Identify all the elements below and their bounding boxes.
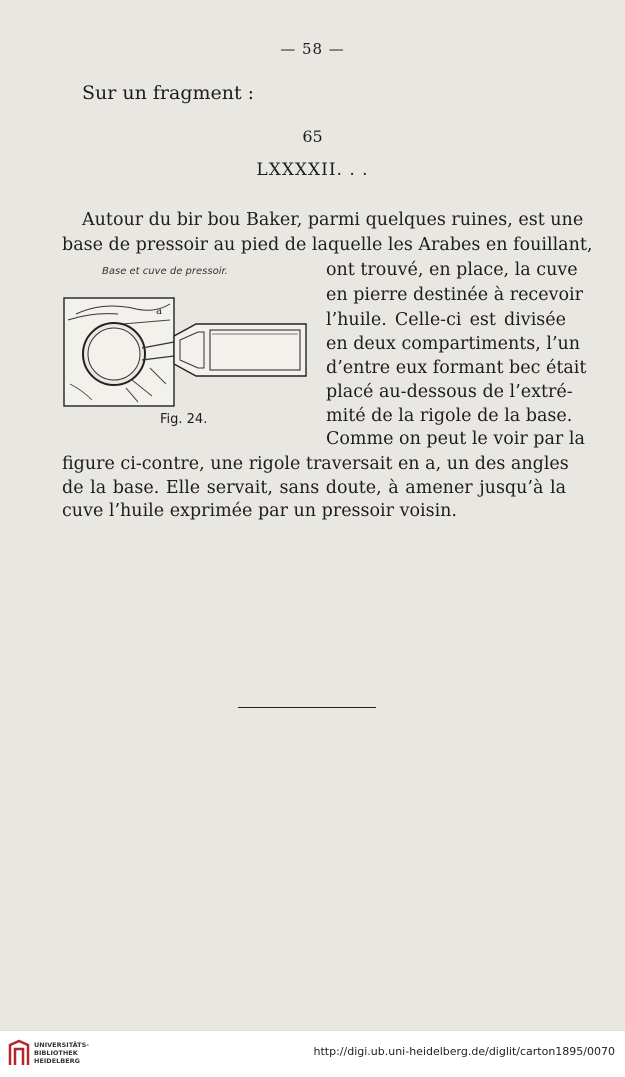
figure-caption: Fig. 24. <box>160 412 208 427</box>
logo-line: HEIDELBERG <box>34 1057 81 1065</box>
paragraph-line: de la base. Elle servait, sans doute, à amener jusqu’à la <box>62 478 566 498</box>
logo-line: UNIVERSITÄTS- <box>34 1041 89 1049</box>
library-logo-icon <box>8 1039 30 1067</box>
footer-bar <box>0 1030 625 1077</box>
paragraph-line: placé au-dessous de l’extré- <box>326 382 573 402</box>
paragraph-line: d’entre eux formant bec était <box>326 358 587 378</box>
inscription-number: 65 <box>302 127 323 146</box>
paragraph-line: en deux compartiments, l’un <box>326 334 581 354</box>
paragraph-line: cuve l’huile exprimée par un pressoir voisin. <box>62 501 457 521</box>
paragraph-line: base de pressoir au pied de laquelle les Arabes en fouillant, <box>62 235 593 255</box>
paragraph-line: en pierre destinée à recevoir <box>326 285 583 305</box>
paragraph-line: Comme on peut le voir par la <box>326 429 585 449</box>
figure-title: Base et cuve de pressoir. <box>102 266 228 277</box>
paragraph-line: l’huile. Celle-ci est divisée <box>326 310 566 330</box>
inscription-text: LXXXXII. . . <box>256 160 369 180</box>
intro-line: Sur un fragment : <box>82 82 255 104</box>
source-url-link[interactable]: http://digi.ub.uni-heidelberg.de/diglit/carton1895/0070 <box>313 1045 615 1058</box>
page-number: — 58 — <box>280 40 345 58</box>
press-base-figure <box>62 266 312 436</box>
paragraph-line: ont trouvé, en place, la cuve <box>326 260 578 280</box>
paragraph-line: mité de la rigole de la base. <box>326 406 573 426</box>
logo-line: BIBLIOTHEK <box>34 1049 78 1057</box>
paragraph-line: figure ci-contre, une rigole traversait en a, un des angles <box>62 454 569 474</box>
section-divider <box>238 707 376 708</box>
figure-letter-a: a <box>156 306 162 317</box>
paragraph-line: Autour du bir bou Baker, parmi quelques ruines, est une <box>82 210 584 230</box>
library-logo-text <box>34 1041 89 1065</box>
